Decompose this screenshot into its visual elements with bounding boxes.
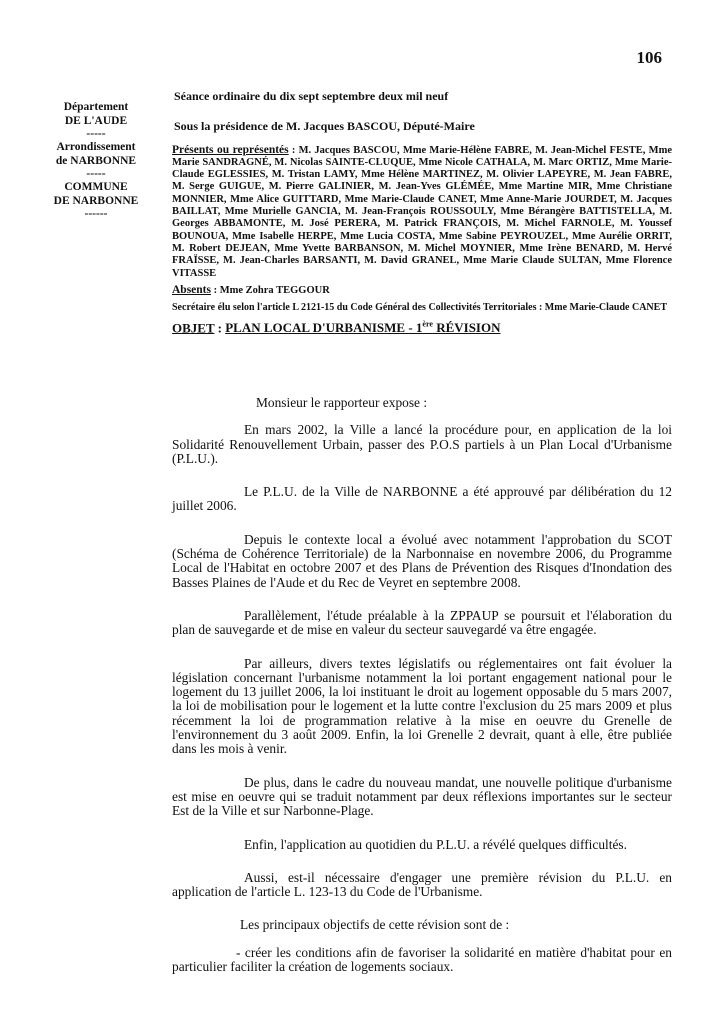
separator: ----- bbox=[86, 128, 106, 140]
presidency: Sous la présidence de M. Jacques BASCOU, Député-Maire bbox=[174, 119, 475, 134]
arrondissement: Arrondissement de NARBONNE bbox=[55, 141, 137, 167]
separator: ----- bbox=[86, 168, 106, 180]
issuer-block bbox=[40, 100, 152, 220]
secretary: Secrétaire élu selon l'article L 2121-15 du Code Général des Collectivités Territoriales : Mme Marie-Claude CANET bbox=[172, 302, 667, 314]
subject: OBJET : PLAN LOCAL D'URBANISME - 1ère RÉVISION bbox=[172, 320, 501, 336]
subject-label: OBJET bbox=[172, 320, 215, 336]
report-body bbox=[172, 396, 672, 974]
objective-item: - créer les conditions afin de favoriser la solidarité en matière d'habitat pour en particulier faciliter la création de logements sociaux. bbox=[172, 944, 672, 975]
session-title: Séance ordinaire du dix sept septembre deux mil neuf bbox=[174, 89, 449, 103]
separator: ------ bbox=[84, 208, 108, 220]
attendees-list: : M. Jacques BASCOU, Mme Marie-Hélène FABRE, M. Jean-Michel FESTE, Mme Marie SANDRAGNÉ, M. Nicolas SAINTE-CLUQUE, Mme Nicole CATHALA, M. Marc ORTIZ, Mme Marie-Claude EGLESSIES, M. Tristan LAMY, Mme Hélène MARTINEZ, M. Olivier LAPEYRE, M. Jean FABRE, M. Serge GUIGUE, M. Pierre GALINIER, M. Jean-Yves GLÉMÉE, Mme Martine MIR, Mme Christiane MONNIER, Mme Alice GUITTARD, Mme Marie-Claude CANET, Mme Anne-Marie JOURDET, M. Jacques BAILLAT, Mme Murielle GANCIA, M. Jean-François ROUSSOULY, Mme Bérangère BATTISTELLA, M. Georges ABBAMONTE, M. José PERERA, M. Patrick FRANÇOIS, M. Michel FARNOLE, M. Youssef BOUNOUA, Mme Isabelle HERPE, Mme Lucia COSTA, Mme Sabine PEYROUZEL, Mme Aurélie ORRIT, M. Robert DEJEAN, Mme Yvette BARBANSON, M. Michel MOYNIER, Mme Irène BENARD, M. Hervé FRAÏSSE, M. Jean-Charles BARSANTI, M. David GRANEL, Mme Marie Claude SULTAN, Mme Florence VITASSE bbox=[172, 144, 672, 279]
paragraph: En mars 2002, la Ville a lancé la procédure pour, en application de la loi Solidarité Renouvellement Urbain, passer des P.O.S partiels à un Plan Local d'Urbanisme (P.L.U.). bbox=[172, 422, 672, 466]
attendees bbox=[172, 144, 672, 280]
absentees-label: Absents bbox=[172, 283, 211, 296]
session-header bbox=[172, 90, 672, 335]
objectives-lead: Les principaux objectifs de cette révision sont de : bbox=[240, 917, 510, 933]
paragraph: Depuis le contexte local a évolué avec notamment l'approbation du SCOT (Schéma de Cohérence Territoriale) de la Narbonnaise en novembre 2006, du Programme Local de l'Habitat en octobre 2007 et des Plans de Prévention des Risques d'Inondation des Basses Plaines de l'Aude et du Rec de Veyret en septembre 2008. bbox=[172, 531, 672, 590]
attendees-label: Présents ou représentés bbox=[172, 143, 289, 156]
subject-title: PLAN LOCAL D'URBANISME - 1ère RÉVISION bbox=[225, 320, 501, 336]
commune: COMMUNE DE NARBONNE bbox=[53, 181, 139, 207]
paragraph: Par ailleurs, divers textes législatifs ou réglementaires ont fait évoluer la législation concernant l'urbanisme notamment la loi portant engagement national pour le logement du 13 juillet 2006, la loi instituant le droit au logement opposable du 5 mars 2007, la loi de mobilisation pour le logement et la lutte contre l'exclusion du 25 mars 2009 et plus récemment la loi de programmation relative à la mise en oeuvre du Grenelle de l'environnement du 3 août 2009. Enfin, la loi Grenelle 2 devrait, quant à elle, être publiée dans les mois à venir. bbox=[172, 655, 672, 757]
report-intro: Monsieur le rapporteur expose : bbox=[256, 395, 428, 410]
paragraph: Parallèlement, l'étude préalable à la ZPPAUP se poursuit et l'élaboration du plan de sauvegarde et de mise en valeur du secteur sauvegardé va être engagée. bbox=[172, 607, 672, 638]
paragraph: Aussi, est-il nécessaire d'engager une première révision du P.L.U. en application de l'article L. 123-13 du Code de l'Urbanisme. bbox=[172, 869, 672, 900]
absentees-list: : Mme Zohra TEGGOUR bbox=[210, 284, 330, 296]
page-number: 106 bbox=[636, 48, 662, 67]
paragraph: Enfin, l'application au quotidien du P.L.U. a révélé quelques difficultés. bbox=[244, 836, 627, 852]
paragraph: Le P.L.U. de la Ville de NARBONNE a été approuvé par délibération du 12 juillet 2006. bbox=[172, 484, 672, 514]
departement: Département DE L'AUDE bbox=[63, 101, 129, 127]
paragraph: De plus, dans le cadre du nouveau mandat, une nouvelle politique d'urbanisme est mise en oeuvre qui se traduit notamment par deux réflexions importantes sur le secteur Est de la Ville et sur Narbonne-Plage. bbox=[172, 774, 672, 819]
absentees bbox=[172, 284, 672, 297]
